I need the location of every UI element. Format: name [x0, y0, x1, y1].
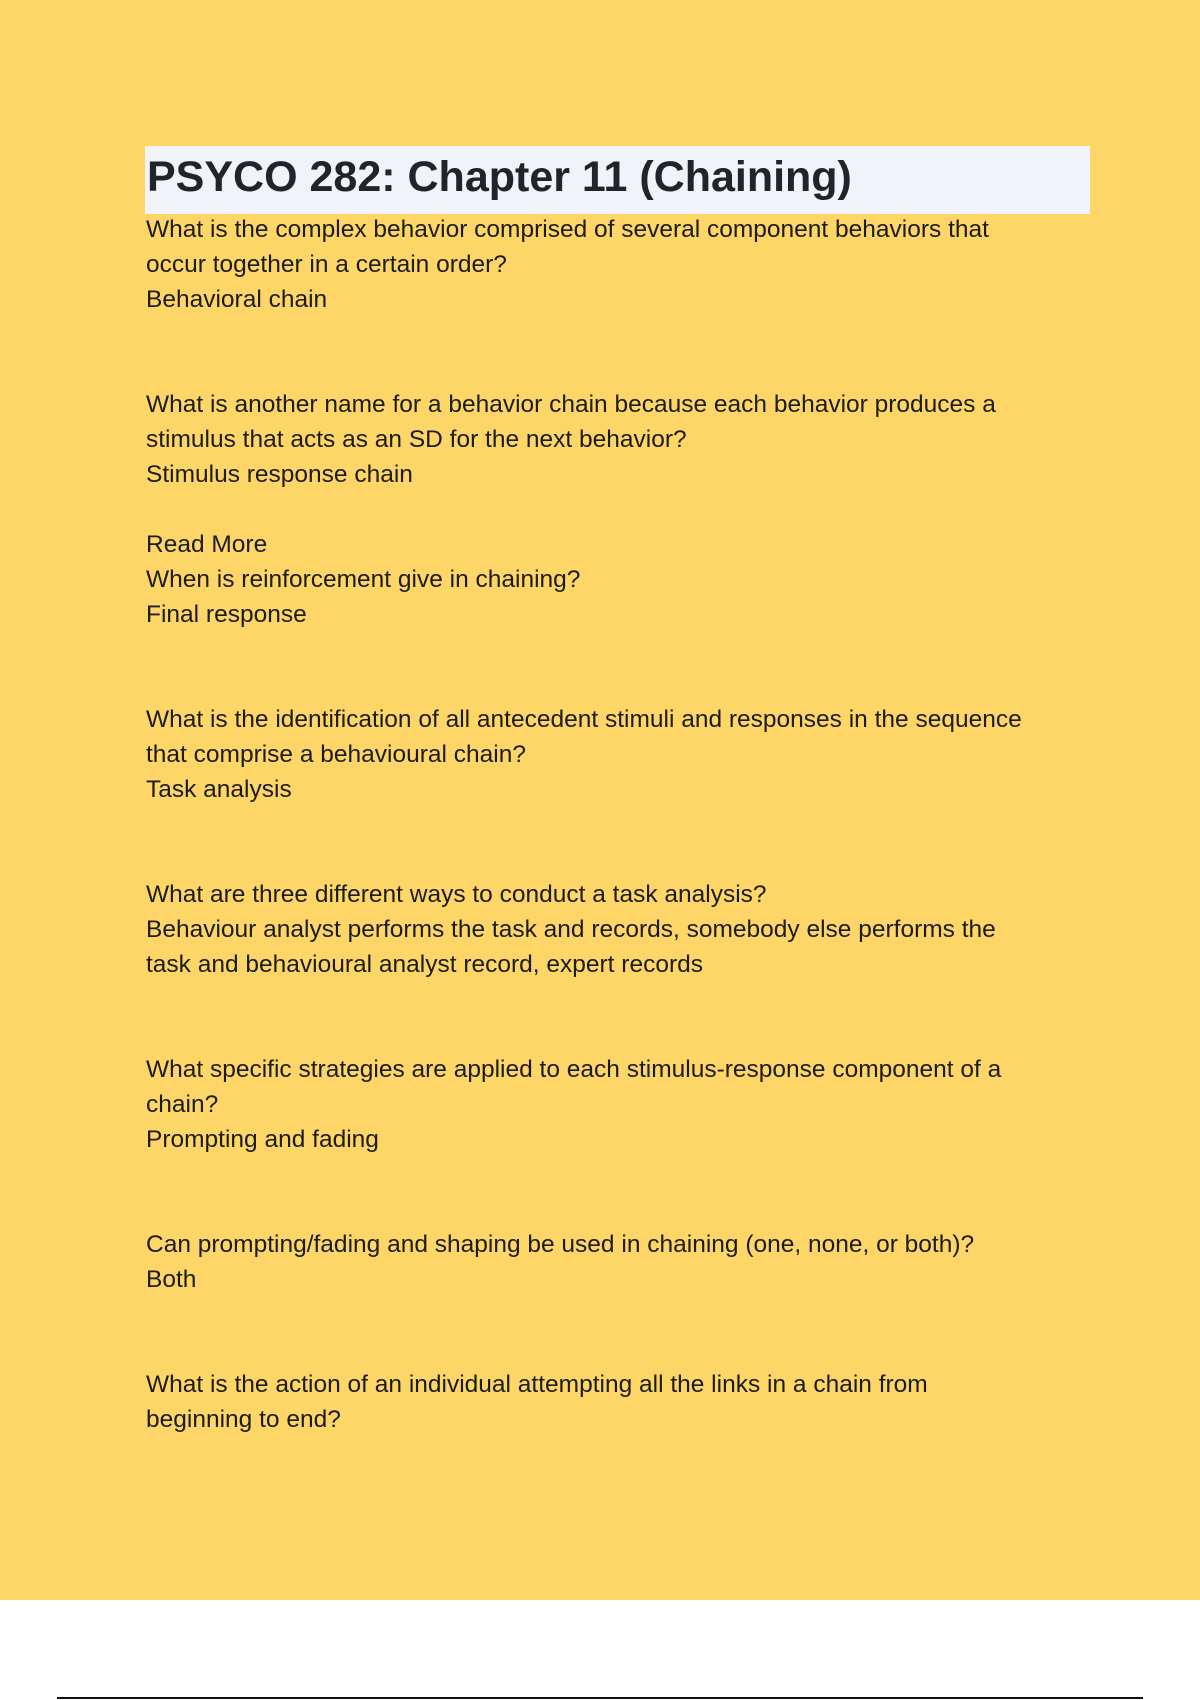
- question-line: stimulus that acts as an SD for the next behavior?: [146, 426, 687, 453]
- qa-list: [146, 212, 1096, 1437]
- title-banner: [145, 146, 1090, 214]
- qa-item: [146, 387, 1096, 492]
- answer-line: Behavioral chain: [146, 286, 328, 313]
- qa-item: [146, 212, 1096, 317]
- qa-item: [146, 1227, 1096, 1297]
- footer-divider: [57, 1697, 1143, 1699]
- question-line: What is the action of an individual attempting all the links in a chain from: [146, 1371, 928, 1398]
- read-more-link[interactable]: Read More: [146, 531, 268, 558]
- answer-line: Both: [146, 1266, 197, 1293]
- question-line: What is the identification of all antecedent stimuli and responses in the sequence: [146, 706, 1022, 733]
- answer-line: task and behavioural analyst record, expert records: [146, 951, 703, 978]
- question-line: occur together in a certain order?: [146, 251, 507, 278]
- answer-line: Final response: [146, 601, 307, 628]
- question-line: When is reinforcement give in chaining?: [146, 566, 581, 593]
- question-line: that comprise a behavioural chain?: [146, 741, 526, 768]
- answer-line: Task analysis: [146, 776, 292, 803]
- qa-item: [146, 877, 1096, 982]
- question-line: What specific strategies are applied to each stimulus-response component of a: [146, 1056, 1002, 1083]
- qa-item: [146, 702, 1096, 807]
- answer-line: Behaviour analyst performs the task and records, somebody else performs the: [146, 916, 996, 943]
- answer-line: Stimulus response chain: [146, 461, 413, 488]
- qa-item: [146, 562, 1096, 632]
- qa-item: [146, 1052, 1096, 1157]
- qa-item: [146, 1367, 1096, 1437]
- question-line: chain?: [146, 1091, 219, 1118]
- question-line: What is the complex behavior comprised of several component behaviors that: [146, 216, 989, 243]
- question-line: What is another name for a behavior chain because each behavior produces a: [146, 391, 996, 418]
- question-line: Can prompting/fading and shaping be used in chaining (one, none, or both)?: [146, 1231, 975, 1258]
- document-title: PSYCO 282: Chapter 11 (Chaining): [147, 153, 852, 201]
- question-line: What are three different ways to conduct a task analysis?: [146, 881, 767, 908]
- answer-line: Prompting and fading: [146, 1126, 379, 1153]
- question-line: beginning to end?: [146, 1406, 341, 1433]
